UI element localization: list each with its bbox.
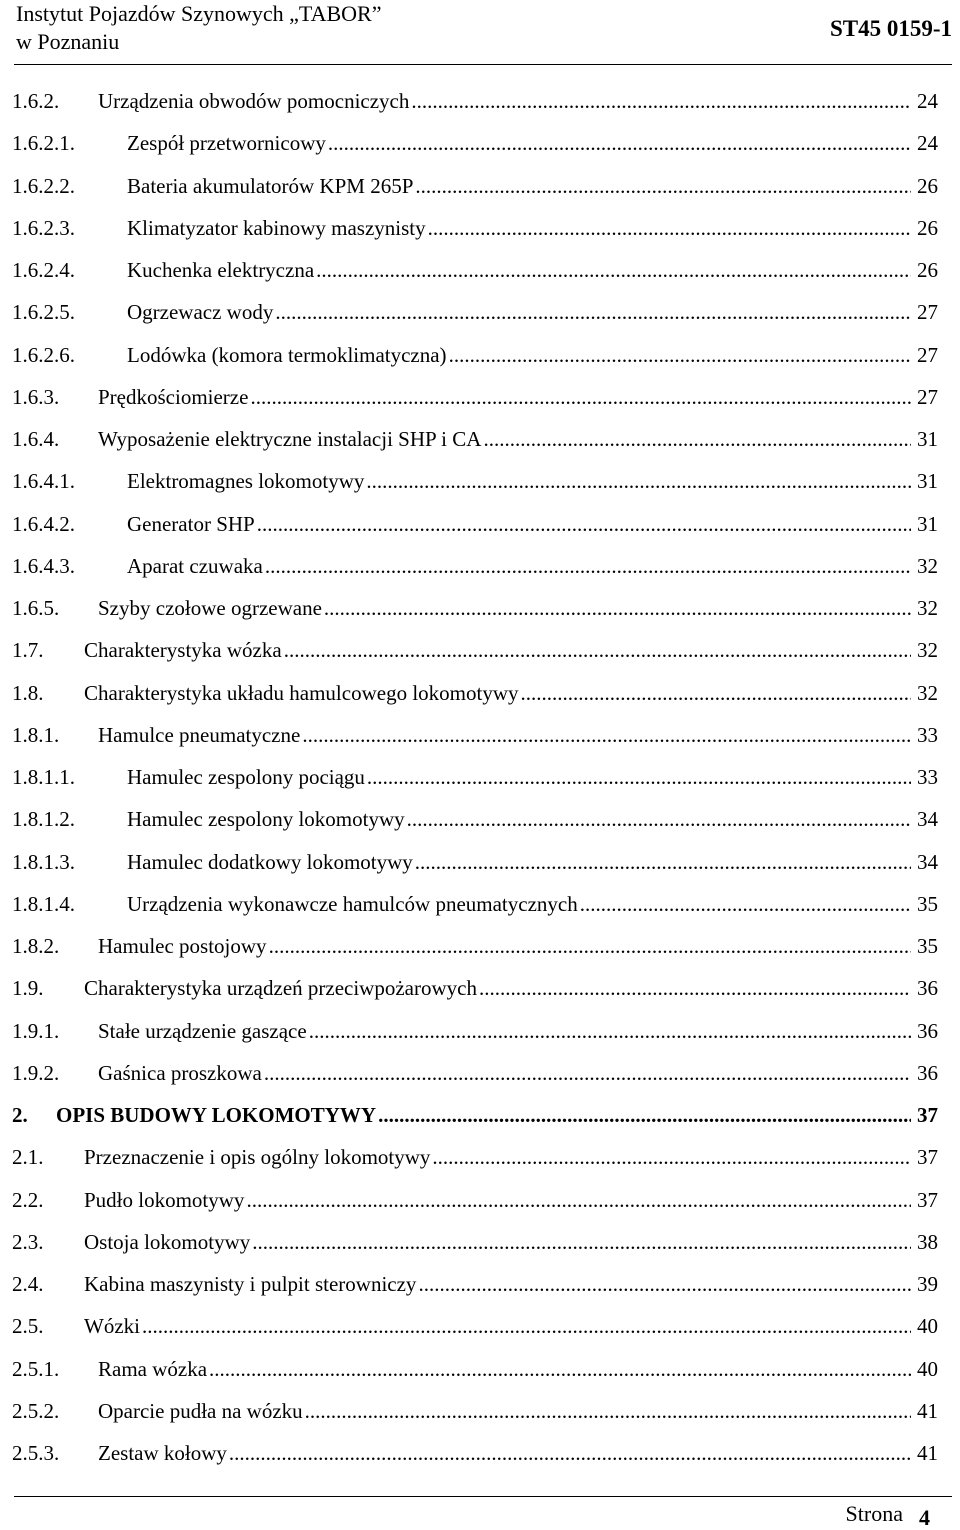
toc-entry-title: Klimatyzator kabinowy maszynisty <box>127 215 426 240</box>
toc-entry-number: 1.6.2.5. <box>12 300 75 325</box>
toc-dot-leader <box>376 1094 911 1136</box>
toc-entry-number: 2.3. <box>12 1229 44 1254</box>
toc-entry-body <box>98 925 938 967</box>
toc-entry-body <box>127 291 938 333</box>
toc-entry-body <box>84 967 938 1009</box>
table-of-contents <box>12 80 938 1474</box>
toc-entry-number: 1.8.1.4. <box>12 891 75 916</box>
toc-entry-body <box>84 1305 938 1347</box>
toc-entry[interactable] <box>12 1136 938 1178</box>
toc-entry-title: Hamulec dodatkowy lokomotywy <box>127 849 413 874</box>
toc-entry-page: 34 <box>917 807 938 832</box>
toc-entry-page: 41 <box>917 1398 938 1423</box>
institution-line-1: Instytut Pojazdów Szynowych „TABOR” <box>16 1 382 26</box>
toc-entry-title: Wózki <box>84 1314 140 1339</box>
toc-entry[interactable] <box>12 587 938 629</box>
toc-entry-page: 31 <box>917 427 938 451</box>
toc-entry-title: Ogrzewacz wody <box>127 300 274 325</box>
toc-entry-number: 1.9.2. <box>12 1060 60 1085</box>
toc-entry[interactable] <box>12 756 938 798</box>
toc-entry-page: 32 <box>917 596 938 620</box>
toc-dot-leader <box>282 629 911 671</box>
toc-entry-body <box>127 249 938 291</box>
toc-entry-page: 41 <box>917 1441 938 1465</box>
toc-entry[interactable] <box>12 1179 938 1221</box>
toc-entry-number: 1.6.2.6. <box>12 342 75 367</box>
toc-entry[interactable] <box>12 122 938 164</box>
toc-entry-body <box>98 1010 938 1052</box>
toc-entry[interactable] <box>12 798 938 840</box>
toc-entry-title: Urządzenia wykonawcze hamulców pneumatycznych <box>127 891 578 916</box>
toc-entry-number: 1.8.2. <box>12 934 60 958</box>
toc-entry[interactable] <box>12 714 938 756</box>
toc-entry-page: 32 <box>917 680 938 705</box>
toc-entry-number: 1.6.4.1. <box>12 469 75 494</box>
toc-entry[interactable] <box>12 334 938 376</box>
toc-dot-leader <box>263 545 911 587</box>
toc-entry-title: Charakterystyka wózka <box>84 638 282 663</box>
toc-entry-title: Urządzenia obwodów pomocniczych <box>98 89 410 113</box>
footer-label: Strona <box>845 1501 903 1526</box>
toc-entry-title: Pudło lokomotywy <box>84 1187 245 1212</box>
toc-dot-leader <box>413 841 911 883</box>
toc-entry-body <box>127 841 938 883</box>
toc-entry-page: 40 <box>917 1314 938 1339</box>
toc-entry-body <box>127 207 938 249</box>
toc-entry-number: 1.6.2.4. <box>12 258 75 282</box>
toc-entry-body <box>84 629 938 671</box>
toc-entry-number: 1.6.2.2. <box>12 173 75 198</box>
toc-entry[interactable] <box>12 1052 938 1094</box>
toc-entry[interactable] <box>12 545 938 587</box>
toc-entry[interactable] <box>12 460 938 502</box>
toc-entry-page: 24 <box>917 131 938 156</box>
toc-entry[interactable] <box>12 925 938 967</box>
toc-dot-leader <box>364 460 911 502</box>
toc-entry-number: 2.5.3. <box>12 1441 60 1465</box>
toc-entry-body <box>127 122 938 164</box>
toc-entry-title: Charakterystyka urządzeń przeciwpożarowych <box>84 976 477 1001</box>
toc-entry-page: 35 <box>917 934 938 958</box>
toc-entry-title: Kabina maszynisty i pulpit sterowniczy <box>84 1272 417 1296</box>
toc-entry-page: 37 <box>917 1145 938 1170</box>
toc-entry-body <box>127 503 938 545</box>
toc-entry-body <box>98 1390 938 1432</box>
toc-dot-leader <box>255 503 911 545</box>
toc-entry[interactable] <box>12 376 938 418</box>
toc-entry[interactable] <box>12 207 938 249</box>
toc-entry[interactable] <box>12 1348 938 1390</box>
toc-entry-title: Hamulec postojowy <box>98 934 267 958</box>
toc-entry-body <box>127 334 938 376</box>
toc-dot-leader <box>273 291 911 333</box>
toc-entry-page: 40 <box>917 1356 938 1381</box>
toc-entry-title: Oparcie pudła na wózku <box>98 1398 303 1423</box>
toc-entry[interactable] <box>12 291 938 333</box>
toc-entry-page: 27 <box>917 384 938 409</box>
toc-entry[interactable] <box>12 883 938 925</box>
toc-entry-title: Hamulec zespolony pociągu <box>127 765 365 789</box>
toc-entry[interactable] <box>12 165 938 207</box>
toc-entry-number: 1.8. <box>12 680 44 705</box>
toc-dot-leader <box>326 122 911 164</box>
toc-dot-leader <box>307 1010 911 1052</box>
footer-divider <box>14 1496 952 1497</box>
page-footer <box>846 1500 930 1528</box>
toc-entry-title: Szyby czołowe ogrzewane <box>98 596 322 620</box>
toc-entry-body <box>98 376 938 418</box>
toc-entry-page: 27 <box>917 300 938 325</box>
toc-entry-number: 1.6.4.2. <box>12 511 75 536</box>
toc-dot-leader <box>519 672 912 714</box>
toc-entry-body <box>84 1221 938 1263</box>
toc-entry-page: 33 <box>917 722 938 747</box>
toc-entry-title: Bateria akumulatorów KPM 265P <box>127 173 414 198</box>
toc-entry[interactable] <box>12 418 938 460</box>
toc-entry-page: 36 <box>917 1060 938 1085</box>
toc-entry[interactable] <box>12 1010 938 1052</box>
toc-entry-body <box>84 1136 938 1178</box>
toc-entry-number: 1.6.2.1. <box>12 131 75 156</box>
toc-entry-number: 2.1. <box>12 1145 44 1170</box>
toc-entry-number: 2.5.2. <box>12 1398 60 1423</box>
toc-dot-leader <box>227 1432 911 1474</box>
toc-entry-page: 24 <box>917 89 938 113</box>
page-number: 4 <box>919 1505 930 1530</box>
toc-entry-title: Generator SHP <box>127 511 255 536</box>
toc-entry-number: 1.6.5. <box>12 596 60 620</box>
toc-entry-body <box>98 1432 938 1474</box>
toc-entry-body <box>98 714 938 756</box>
toc-entry-body <box>98 418 938 460</box>
toc-entry-number: 1.7. <box>12 638 44 663</box>
toc-entry-page: 32 <box>917 553 938 578</box>
toc-dot-leader <box>314 249 911 291</box>
toc-entry-body <box>98 1052 938 1094</box>
toc-entry-page: 31 <box>917 511 938 536</box>
toc-entry-title: Zespół przetwornicowy <box>127 131 326 156</box>
toc-entry[interactable] <box>12 1263 938 1305</box>
toc-entry-number: 1.8.1.3. <box>12 849 75 874</box>
toc-entry-body <box>127 756 938 798</box>
toc-entry[interactable] <box>12 1305 938 1347</box>
toc-dot-leader <box>207 1348 911 1390</box>
toc-entry-number: 1.6.4. <box>12 427 60 451</box>
toc-entry-title: OPIS BUDOWY LOKOMOTYWY <box>56 1103 377 1127</box>
toc-entry-body <box>84 1263 938 1305</box>
toc-entry-page: 31 <box>917 469 938 494</box>
toc-dot-leader <box>140 1305 911 1347</box>
toc-dot-leader <box>300 714 911 756</box>
toc-dot-leader <box>426 207 911 249</box>
toc-entry[interactable] <box>12 80 938 122</box>
toc-entry[interactable] <box>12 629 938 671</box>
institution-line-2: w Poznaniu <box>16 29 120 54</box>
toc-entry[interactable] <box>12 1221 938 1263</box>
toc-dot-leader <box>481 418 911 460</box>
toc-entry-body <box>98 1348 938 1390</box>
toc-entry-page: 26 <box>917 258 938 282</box>
toc-entry-body <box>84 672 938 714</box>
toc-entry-body <box>84 1179 938 1221</box>
toc-entry-title: Hamulec zespolony lokomotywy <box>127 807 405 832</box>
toc-dot-leader <box>267 925 911 967</box>
toc-dot-leader <box>477 967 911 1009</box>
toc-entry-page: 36 <box>917 976 938 1001</box>
toc-entry-number: 1.9.1. <box>12 1018 60 1043</box>
toc-entry[interactable] <box>12 672 938 714</box>
toc-entry-page: 38 <box>917 1229 938 1254</box>
toc-entry[interactable] <box>12 1432 938 1474</box>
toc-entry-page: 35 <box>917 891 938 916</box>
institution-name <box>16 0 381 56</box>
toc-entry-title: Prędkościomierze <box>98 384 249 409</box>
toc-dot-leader <box>248 376 911 418</box>
toc-entry-title: Hamulce pneumatyczne <box>98 722 301 747</box>
toc-entry-body <box>127 460 938 502</box>
toc-entry-page: 37 <box>917 1103 938 1127</box>
toc-entry-title: Zestaw kołowy <box>98 1441 227 1465</box>
toc-entry-body <box>56 1094 938 1136</box>
toc-entry-number: 2. <box>12 1103 28 1127</box>
toc-entry-body <box>98 587 938 629</box>
toc-entry-number: 2.4. <box>12 1272 44 1296</box>
toc-dot-leader <box>303 1390 911 1432</box>
toc-entry-title: Przeznaczenie i opis ogólny lokomotywy <box>84 1145 431 1170</box>
toc-dot-leader <box>409 80 911 122</box>
toc-entry-title: Rama wózka <box>98 1356 208 1381</box>
toc-entry-body <box>127 165 938 207</box>
toc-dot-leader <box>413 165 911 207</box>
toc-entry-title: Stałe urządzenie gaszące <box>98 1018 307 1043</box>
toc-entry[interactable] <box>12 1390 938 1432</box>
toc-entry-number: 2.5.1. <box>12 1356 60 1381</box>
toc-entry-number: 1.6.4.3. <box>12 553 75 578</box>
toc-dot-leader <box>244 1179 911 1221</box>
toc-entry-page: 33 <box>917 765 938 789</box>
toc-entry-page: 37 <box>917 1187 938 1212</box>
toc-entry-number: 1.6.3. <box>12 384 60 409</box>
toc-entry-number: 1.8.1.1. <box>12 765 75 789</box>
toc-entry-body <box>127 545 938 587</box>
toc-entry-page: 34 <box>917 849 938 874</box>
toc-entry-body <box>127 883 938 925</box>
toc-entry-page: 39 <box>917 1272 938 1296</box>
toc-dot-leader <box>416 1263 911 1305</box>
toc-entry-title: Kuchenka elektryczna <box>127 258 315 282</box>
toc-entry-title: Lodówka (komora termoklimatyczna) <box>127 342 447 367</box>
toc-entry-title: Wyposażenie elektryczne instalacji SHP i CA <box>98 427 482 451</box>
toc-entry-page: 36 <box>917 1018 938 1043</box>
toc-entry[interactable] <box>12 503 938 545</box>
toc-entry[interactable] <box>12 967 938 1009</box>
toc-entry-body <box>127 798 938 840</box>
toc-entry-number: 1.6.2. <box>12 89 60 113</box>
toc-entry-title: Aparat czuwaka <box>127 553 263 578</box>
toc-dot-leader <box>405 798 911 840</box>
toc-entry-title: Elektromagnes lokomotywy <box>127 469 365 494</box>
toc-entry-number: 2.5. <box>12 1314 44 1339</box>
toc-entry[interactable] <box>12 249 938 291</box>
toc-dot-leader <box>578 883 911 925</box>
document-code: ST45 0159-1 <box>829 16 952 41</box>
toc-entry-page: 27 <box>917 342 938 367</box>
page-header <box>14 0 952 65</box>
toc-dot-leader <box>262 1052 911 1094</box>
toc-entry-page: 32 <box>917 638 938 663</box>
toc-entry-page: 26 <box>917 215 938 240</box>
toc-entry-number: 2.2. <box>12 1187 44 1212</box>
toc-entry-number: 1.6.2.3. <box>12 215 75 240</box>
toc-entry-title: Ostoja lokomotywy <box>84 1229 251 1254</box>
toc-entry-number: 1.9. <box>12 976 44 1001</box>
toc-dot-leader <box>430 1136 911 1178</box>
toc-entry-title: Charakterystyka układu hamulcowego lokomotywy <box>84 680 519 705</box>
toc-entry-title: Gaśnica proszkowa <box>98 1060 262 1085</box>
toc-dot-leader <box>365 756 911 798</box>
toc-dot-leader <box>447 334 911 376</box>
toc-entry-page: 26 <box>917 173 938 198</box>
toc-entry-number: 1.8.1. <box>12 722 60 747</box>
toc-entry[interactable] <box>12 841 938 883</box>
toc-dot-leader <box>250 1221 911 1263</box>
toc-entry-number: 1.8.1.2. <box>12 807 75 832</box>
toc-entry[interactable] <box>12 1094 938 1136</box>
toc-entry-body <box>98 80 938 122</box>
toc-dot-leader <box>322 587 911 629</box>
